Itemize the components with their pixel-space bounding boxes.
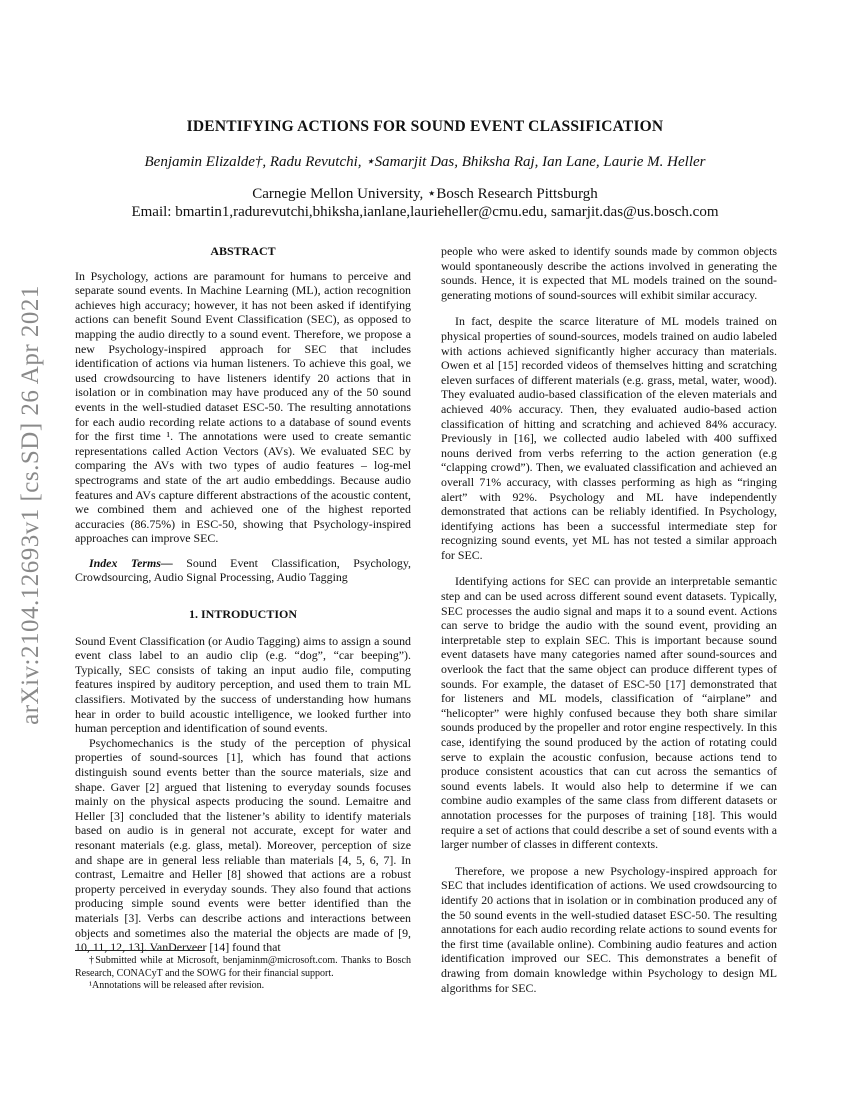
paper-title: IDENTIFYING ACTIONS FOR SOUND EVENT CLASSIFICATION <box>186 118 664 135</box>
introduction-heading: 1. INTRODUCTION <box>188 607 297 622</box>
footnote-rule <box>75 950 205 951</box>
abstract-heading: ABSTRACT <box>210 244 276 258</box>
footnote-2: ¹Annotations will be released after revision. <box>89 980 265 991</box>
right-column <box>441 244 777 995</box>
footnotes <box>75 950 411 993</box>
index-terms <box>75 556 411 585</box>
abstract-text: In Psychology, actions are paramount for humans to perceive and separate sound events. In Machine Learning (ML), action recognition achieves high accuracy; however, it has not been asked if identifying actions can benefit Sound Event Classification (SEC), as opposed to mapping the audio directly to a sound event. Therefore, we propose a new Psychology-inspired approach for SEC that includes identification of actions via human listeners. To achieve this goal, we used crowdsourcing to have listeners identify 20 actions that in isolation or in combination may have produced any of the 50 sound events in the well-studied dataset ESC-50. The resulting annotations for each audio recording relate actions to a database of sound events for the first time ¹. The annotations were used to create semantic representations called Action Vectors (AVs). We evaluated SEC by comparing the AVs with two types of audio features – log-mel spectrograms and state of the art audio embeddings. Because audio features and AVs capture different abstractions of the acoustic content, we combined them and achieved one of the highest reported accuracies (86.75%) in ESC-50, showing that Psychology-inspired approaches can improve SEC. <box>75 268 411 546</box>
affiliation: Carnegie Mellon University, ⋆Bosch Research Pittsburgh <box>252 186 598 202</box>
contact-email: Email: bmartin1,radurevutchi,bhiksha,ianlane,laurieheller@cmu.edu, samarjit.das@us.bosch.com <box>131 204 719 220</box>
intro-paragraph-1: Sound Event Classification (or Audio Tagging) aims to assign a sound event class label to an audio clip (e.g. “dog”, “car beeping”). Typically, SEC consists of taking an input audio file, computing features inspired by auditory perception, and used them to train ML classifiers. Motivated by the success of understanding how humans hear in order to build acoustic intelligence, we looked further into human perception and identification of sound events. <box>75 633 411 736</box>
footnote-1: †Submitted while at Microsoft, benjaminm@microsoft.com. Thanks to Bosch Research, CONACyT and the SOWG for their financial support. <box>75 955 411 979</box>
arxiv-stamp-text: arXiv:2104.12693v1 [cs.SD] 26 Apr 2021 <box>17 285 44 725</box>
author-list: Benjamin Elizalde†, Radu Revutchi, ⋆Samarjit Das, Bhiksha Raj, Ian Lane, Laurie M. Heller <box>144 154 706 170</box>
right-paragraph-4: Therefore, we propose a new Psychology-inspired approach for SEC that includes identification of actions. We used crowdsourcing to identify 20 actions that in isolation or in combination produced any of the 50 sound events in the well-studied dataset ESC-50. The resulting annotations for each audio recording relate actions to sound events for the first time (available online). Combining audio features and action identification improved our SEC. This demonstrates a benefit of drawing from domain knowledge within Psychology to design ML algorithms for SEC. <box>441 863 777 995</box>
right-paragraph-3: Identifying actions for SEC can provide an interpretable semantic step and can be used across different sound event datasets. Typically, SEC processes the audio signal and maps it to a sound event. Actions can serve to bridge the audio with the sound event, providing an interpretable step to explain SEC. This is important because sound event datasets have many categories named after sound-sources and overlook the fact that the same object can produce different types of sounds. For example, the dataset of ESC-50 [17] demonstrated that for listeners and ML models, classification of “airplane” and “helicopter” were highly confused because they both share similar sounds produced by the propeller and rotor engine respectively. In this case, identifying the sound produced by the action of rotating could serve to explain the acoustic confusion, because actions tend to produce consistent acoustics that can cut across the semantics of sound events labels. It would also help to determine if we can combine audio examples of the same class from different datasets or annotation processes for the purposes of training [18]. This would require a set of actions that could describe a set of sound events with a larger number of classes in different contexts. <box>441 574 777 852</box>
right-paragraph-2: In fact, despite the scarce literature of ML models trained on physical properties of sound-sources, models trained on audio labeled with actions achieved significantly higher accuracy than materials. Owen et al [15] recorded videos of themselves hitting and scratching eleven surfaces of different materials (e.g. grass, metal, water, wood). They evaluated audio-based classification of the eleven materials and achieved 40% accuracy. Then, they evaluated audio-based action classification of hitting and scratching and achieved 84% accuracy. Previously in [16], we collected audio labeled with 400 suffixed nouns derived from verbs referring to the action generation (e.g “clapping crowd”). Then, we evaluated classification and achieved an overall 71% accuracy, with classes performing as high as “ringing alert” with 92%. Psychology and ML have independently demonstrated that actions can be reliably identified. In Psychology, identifying actions has been a successful intermediate step for recognizing sound events, yet ML has not tested a similar approach for SEC. <box>441 314 777 562</box>
index-terms-text: Sound Event Classification, Psychology, Crowdsourcing, Audio Signal Processing, Audio Tagging <box>75 555 411 585</box>
arxiv-stamp <box>6 285 56 725</box>
left-column <box>75 244 411 955</box>
index-terms-label: Index Terms— <box>89 555 173 570</box>
intro-paragraph-2: Psychomechanics is the study of the perception of physical properties of sound-sources [1], which has found that actions distinguish sound events better than the source materials, size and shape. Gaver [2] argued that listening to everyday sounds focuses mainly on the physical aspects producing the sound. Lemaitre and Heller [3] concluded that the listener’s ability to identify materials based on audio is in general not accurate, except for water and resonant materials (e.g. glass, metal). Moreover, perception of size and shape are in general less reliable than materials [4, 5, 6, 7]. In contrast, Lemaitre and Heller [8] showed that actions are a robust property perceived in everyday sounds. They also found that actions producing simple sound events were better identified than the materials [3]. Verbs can describe actions and interactions between objects and sometimes also the material the objects are made of [9, 10, 11, 12, 13]. VanDerveer [14] found that <box>75 735 411 955</box>
right-paragraph-1: people who were asked to identify sounds made by common objects would spontaneously describe the actions involved in generating the sounds. Hence, it is expected that ML models trained on the sound-generating motions of sound-sources will exhibit similar accuracy. <box>441 244 777 302</box>
